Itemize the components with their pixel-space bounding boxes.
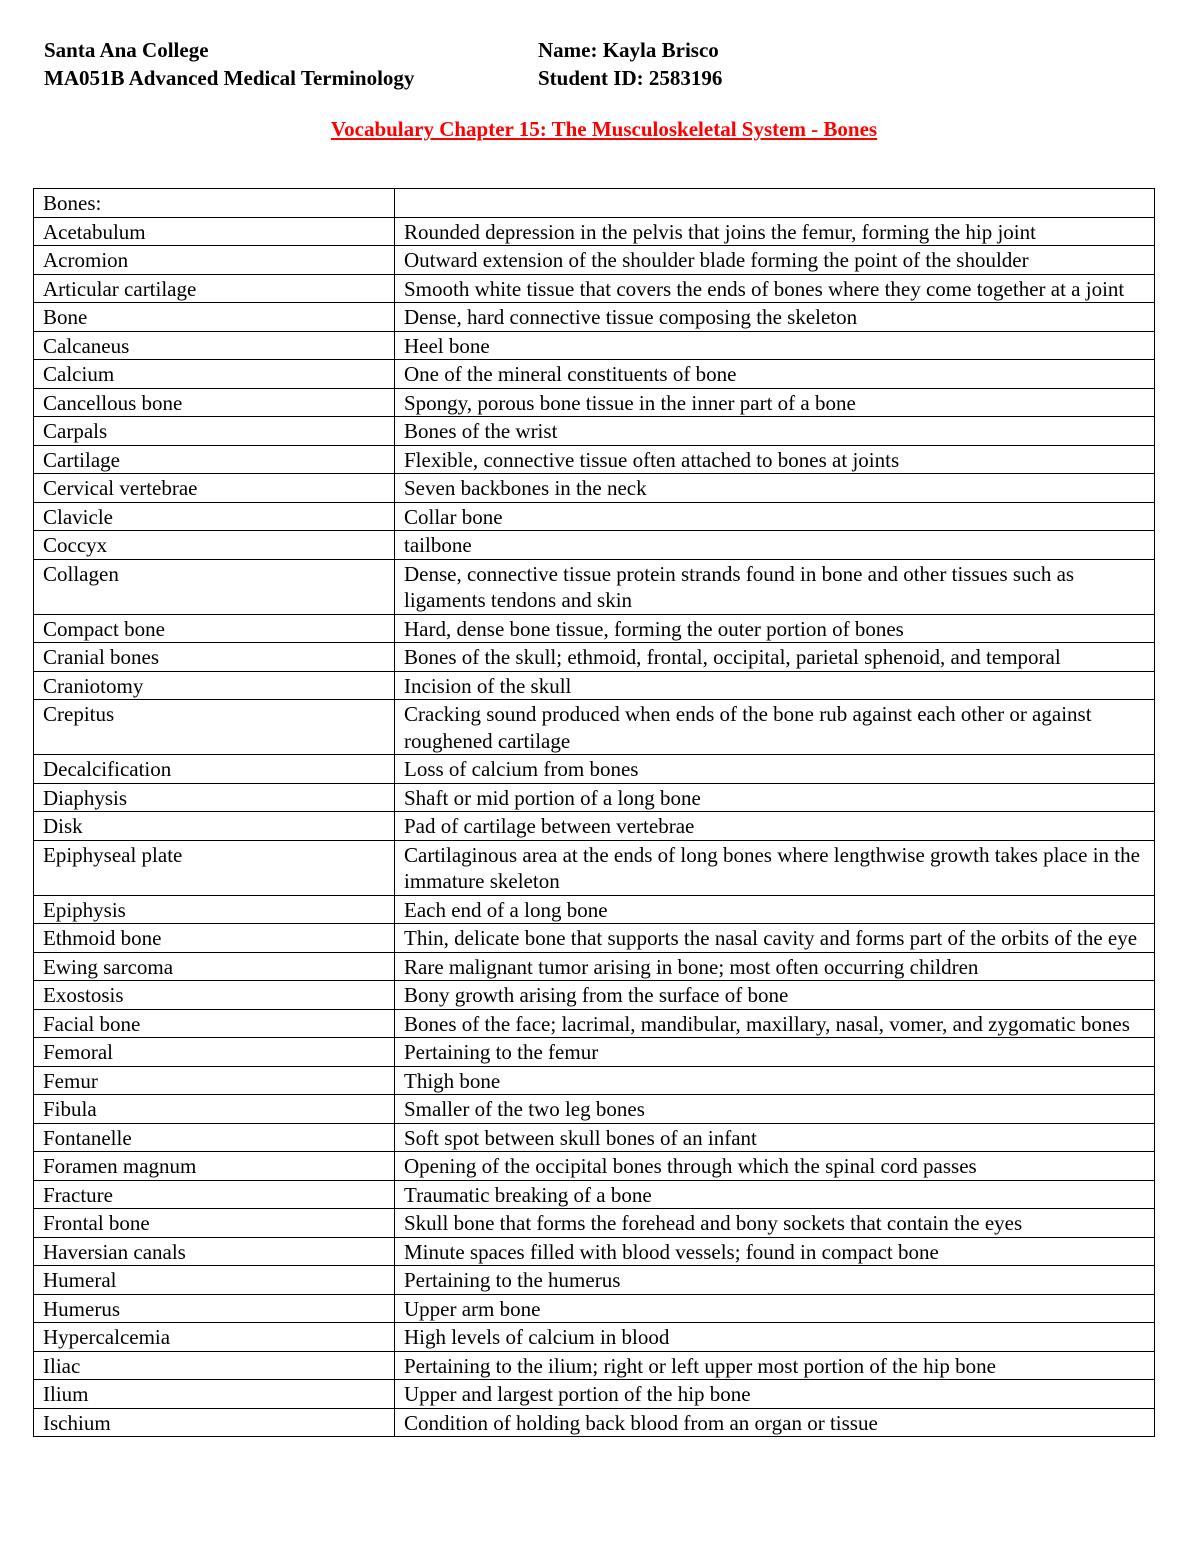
table-row bbox=[34, 417, 1155, 446]
table-row bbox=[34, 502, 1155, 531]
term-cell: Cervical vertebrae bbox=[34, 474, 395, 503]
definition-cell: One of the mineral constituents of bone bbox=[395, 360, 1155, 389]
student-name: Name: Kayla Brisco bbox=[538, 38, 719, 62]
table-row bbox=[34, 952, 1155, 981]
definition-cell: Outward extension of the shoulder blade forming the point of the shoulder bbox=[395, 246, 1155, 275]
term-cell: Iliac bbox=[34, 1351, 395, 1380]
term-cell: Cancellous bone bbox=[34, 388, 395, 417]
definition-cell: Heel bone bbox=[395, 331, 1155, 360]
table-row bbox=[34, 924, 1155, 953]
table-row bbox=[34, 1237, 1155, 1266]
term-cell: Coccyx bbox=[34, 531, 395, 560]
header-row-1 bbox=[44, 36, 1154, 64]
term-cell: Humerus bbox=[34, 1294, 395, 1323]
definition-cell: tailbone bbox=[395, 531, 1155, 560]
definition-cell: Dense, hard connective tissue composing the skeleton bbox=[395, 303, 1155, 332]
vocabulary-table bbox=[33, 188, 1155, 1437]
term-cell: Ewing sarcoma bbox=[34, 952, 395, 981]
table-row bbox=[34, 1323, 1155, 1352]
definition-cell: Rounded depression in the pelvis that joins the femur, forming the hip joint bbox=[395, 217, 1155, 246]
definition-cell: Pertaining to the humerus bbox=[395, 1266, 1155, 1295]
table-row bbox=[34, 388, 1155, 417]
table-row bbox=[34, 840, 1155, 895]
table-row bbox=[34, 274, 1155, 303]
table-row bbox=[34, 331, 1155, 360]
course-name: MA051B Advanced Medical Terminology bbox=[44, 66, 415, 90]
term-cell: Bones: bbox=[34, 189, 395, 218]
definition-cell: Upper arm bone bbox=[395, 1294, 1155, 1323]
table-row bbox=[34, 700, 1155, 755]
table-row bbox=[34, 1066, 1155, 1095]
term-cell: Humeral bbox=[34, 1266, 395, 1295]
definition-cell: Loss of calcium from bones bbox=[395, 755, 1155, 784]
definition-cell: Pad of cartilage between vertebrae bbox=[395, 812, 1155, 841]
header-row-2 bbox=[44, 64, 1154, 92]
term-cell: Bone bbox=[34, 303, 395, 332]
definition-cell: Pertaining to the ilium; right or left upper most portion of the hip bone bbox=[395, 1351, 1155, 1380]
definition-cell: High levels of calcium in blood bbox=[395, 1323, 1155, 1352]
definition-cell: Thin, delicate bone that supports the nasal cavity and forms part of the orbits of the eye bbox=[395, 924, 1155, 953]
definition-cell: Traumatic breaking of a bone bbox=[395, 1180, 1155, 1209]
definition-cell: Condition of holding back blood from an organ or tissue bbox=[395, 1408, 1155, 1437]
definition-cell: Cracking sound produced when ends of the bone rub against each other or against roughened cartilage bbox=[395, 700, 1155, 755]
table-row bbox=[34, 1380, 1155, 1409]
table-row bbox=[34, 1294, 1155, 1323]
term-cell: Crepitus bbox=[34, 700, 395, 755]
definition-cell: Dense, connective tissue protein strands found in bone and other tissues such as ligaments tendons and skin bbox=[395, 559, 1155, 614]
term-cell: Decalcification bbox=[34, 755, 395, 784]
term-cell: Foramen magnum bbox=[34, 1152, 395, 1181]
term-cell: Fontanelle bbox=[34, 1123, 395, 1152]
student-id: Student ID: 2583196 bbox=[538, 66, 723, 90]
term-cell: Epiphyseal plate bbox=[34, 840, 395, 895]
term-cell: Femur bbox=[34, 1066, 395, 1095]
term-cell: Exostosis bbox=[34, 981, 395, 1010]
definition-cell: Collar bone bbox=[395, 502, 1155, 531]
term-cell: Clavicle bbox=[34, 502, 395, 531]
definition-cell: Bones of the wrist bbox=[395, 417, 1155, 446]
definition-cell: Bony growth arising from the surface of bone bbox=[395, 981, 1155, 1010]
term-cell: Cartilage bbox=[34, 445, 395, 474]
table-row bbox=[34, 895, 1155, 924]
table-row bbox=[34, 445, 1155, 474]
definition-cell: Thigh bone bbox=[395, 1066, 1155, 1095]
definition-cell: Bones of the skull; ethmoid, frontal, occipital, parietal sphenoid, and temporal bbox=[395, 643, 1155, 672]
table-row bbox=[34, 1180, 1155, 1209]
definition-cell: Each end of a long bone bbox=[395, 895, 1155, 924]
definition-cell bbox=[395, 189, 1155, 218]
term-cell: Articular cartilage bbox=[34, 274, 395, 303]
definition-cell: Soft spot between skull bones of an infant bbox=[395, 1123, 1155, 1152]
term-cell: Compact bone bbox=[34, 614, 395, 643]
term-cell: Frontal bone bbox=[34, 1209, 395, 1238]
definition-cell: Skull bone that forms the forehead and bony sockets that contain the eyes bbox=[395, 1209, 1155, 1238]
definition-cell: Spongy, porous bone tissue in the inner part of a bone bbox=[395, 388, 1155, 417]
table-row bbox=[34, 1408, 1155, 1437]
vocabulary-table-body bbox=[34, 189, 1155, 1437]
definition-cell: Seven backbones in the neck bbox=[395, 474, 1155, 503]
definition-cell: Smooth white tissue that covers the ends of bones where they come together at a joint bbox=[395, 274, 1155, 303]
term-cell: Haversian canals bbox=[34, 1237, 395, 1266]
table-row bbox=[34, 303, 1155, 332]
definition-cell: Shaft or mid portion of a long bone bbox=[395, 783, 1155, 812]
table-row bbox=[34, 1038, 1155, 1067]
table-row bbox=[34, 559, 1155, 614]
term-cell: Acetabulum bbox=[34, 217, 395, 246]
term-cell: Epiphysis bbox=[34, 895, 395, 924]
table-row bbox=[34, 1009, 1155, 1038]
document-title: Vocabulary Chapter 15: The Musculoskeletal System - Bones bbox=[330, 117, 878, 141]
table-row bbox=[34, 1152, 1155, 1181]
definition-cell: Rare malignant tumor arising in bone; most often occurring children bbox=[395, 952, 1155, 981]
definition-cell: Incision of the skull bbox=[395, 671, 1155, 700]
table-row bbox=[34, 755, 1155, 784]
table-row bbox=[34, 1266, 1155, 1295]
term-cell: Calcaneus bbox=[34, 331, 395, 360]
term-cell: Ethmoid bone bbox=[34, 924, 395, 953]
term-cell: Facial bone bbox=[34, 1009, 395, 1038]
term-cell: Carpals bbox=[34, 417, 395, 446]
table-row bbox=[34, 360, 1155, 389]
term-cell: Cranial bones bbox=[34, 643, 395, 672]
table-row bbox=[34, 812, 1155, 841]
term-cell: Acromion bbox=[34, 246, 395, 275]
table-row bbox=[34, 643, 1155, 672]
term-cell: Disk bbox=[34, 812, 395, 841]
term-cell: Fracture bbox=[34, 1180, 395, 1209]
term-cell: Fibula bbox=[34, 1095, 395, 1124]
term-cell: Ischium bbox=[34, 1408, 395, 1437]
table-row bbox=[34, 614, 1155, 643]
table-row bbox=[34, 981, 1155, 1010]
table-row bbox=[34, 1351, 1155, 1380]
term-cell: Femoral bbox=[34, 1038, 395, 1067]
table-row bbox=[34, 474, 1155, 503]
definition-cell: Pertaining to the femur bbox=[395, 1038, 1155, 1067]
term-cell: Diaphysis bbox=[34, 783, 395, 812]
definition-cell: Flexible, connective tissue often attached to bones at joints bbox=[395, 445, 1155, 474]
definition-cell: Upper and largest portion of the hip bone bbox=[395, 1380, 1155, 1409]
table-row bbox=[34, 217, 1155, 246]
table-row bbox=[34, 1095, 1155, 1124]
term-cell: Collagen bbox=[34, 559, 395, 614]
table-row bbox=[34, 1123, 1155, 1152]
table-row bbox=[34, 531, 1155, 560]
definition-cell: Minute spaces filled with blood vessels; found in compact bone bbox=[395, 1237, 1155, 1266]
definition-cell: Cartilaginous area at the ends of long bones where lengthwise growth takes place in the immature skeleton bbox=[395, 840, 1155, 895]
document-header bbox=[44, 36, 1154, 92]
table-row bbox=[34, 671, 1155, 700]
definition-cell: Opening of the occipital bones through which the spinal cord passes bbox=[395, 1152, 1155, 1181]
term-cell: Ilium bbox=[34, 1380, 395, 1409]
table-row bbox=[34, 1209, 1155, 1238]
table-row bbox=[34, 246, 1155, 275]
definition-cell: Bones of the face; lacrimal, mandibular, maxillary, nasal, vomer, and zygomatic bones bbox=[395, 1009, 1155, 1038]
definition-cell: Hard, dense bone tissue, forming the outer portion of bones bbox=[395, 614, 1155, 643]
definition-cell: Smaller of the two leg bones bbox=[395, 1095, 1155, 1124]
term-cell: Calcium bbox=[34, 360, 395, 389]
college-name: Santa Ana College bbox=[44, 38, 209, 62]
term-cell: Hypercalcemia bbox=[34, 1323, 395, 1352]
term-cell: Craniotomy bbox=[34, 671, 395, 700]
table-row bbox=[34, 783, 1155, 812]
table-row bbox=[34, 189, 1155, 218]
